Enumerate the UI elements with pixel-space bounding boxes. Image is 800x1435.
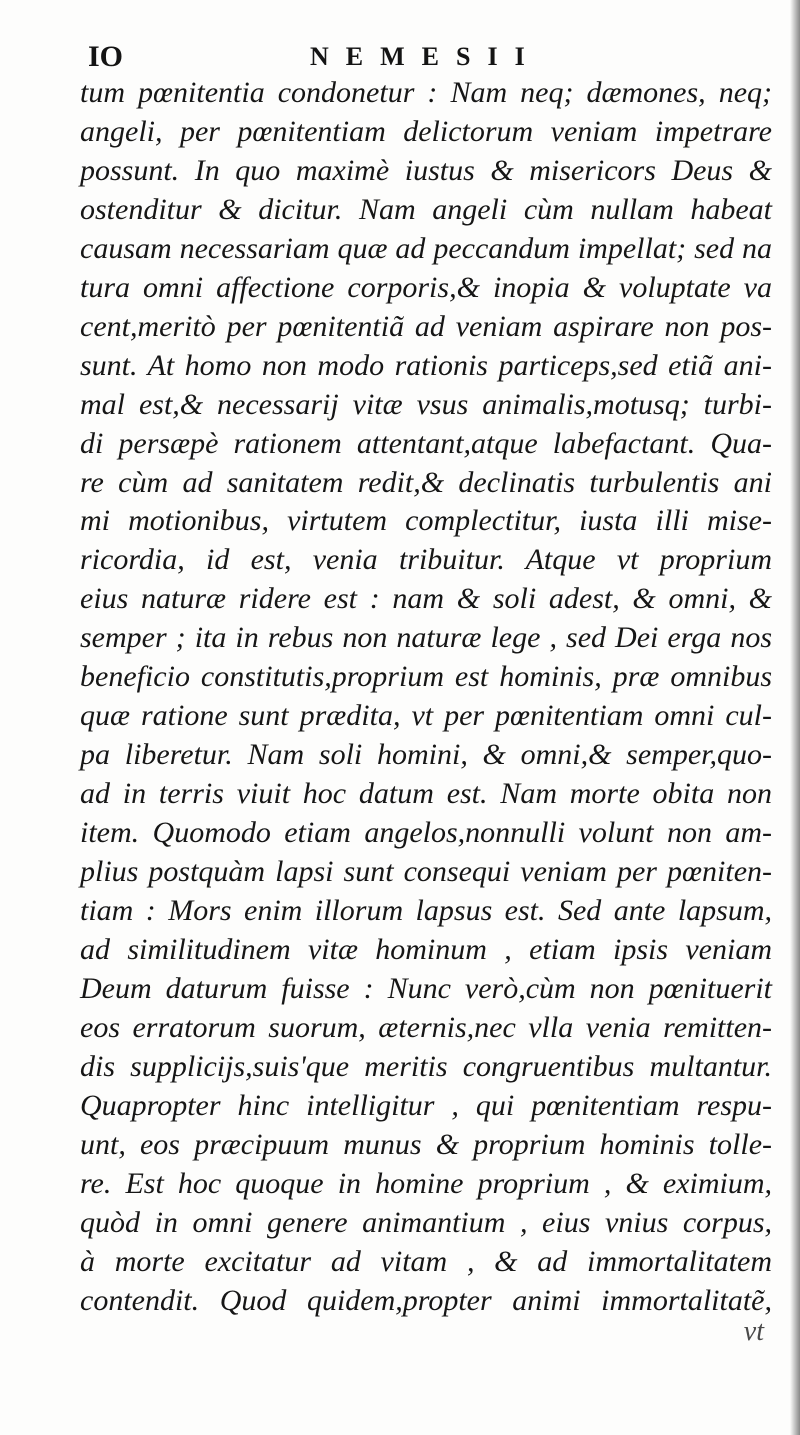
text-line: re cùm ad sanitatem redit,& declinatis turbulentis ani: [80, 465, 772, 499]
text-line: eos erratorum suorum, æternis,nec vlla venia remitten-: [80, 1010, 772, 1044]
text-line: eius naturæ ridere est : nam & soli adest, & omni, &: [80, 582, 772, 616]
text-line: unt, eos præcipuum munus & proprium hominis tolle-: [80, 1127, 772, 1161]
text-line: ricordia, id est, venia tribuitur. Atque vt proprium: [80, 543, 772, 577]
text-line: Deum daturum fuisse : Nunc verò,cùm non pœnituerit: [80, 971, 772, 1005]
text-line: contendit. Quod quidem,propter animi immortalitatẽ,: [80, 1283, 772, 1317]
text-line: tum pœnitentia condonetur : Nam neq; dæmones, neq;: [80, 76, 772, 109]
text-line: beneficio constitutis,proprium est hominis, præ omnibus: [80, 660, 772, 694]
text-line: pa liberetur. Nam soli homini, & omni,& semper,quo-: [80, 738, 772, 772]
text-line: ad in terris viuit hoc datum est. Nam morte obita non: [80, 777, 772, 811]
body-text: [80, 74, 772, 1321]
text-line: dis supplicijs,suis'que meritis congruentibus multantur.: [80, 1049, 772, 1083]
page-number: IO: [88, 40, 124, 73]
text-line: à morte excitatur ad vitam , & ad immortalitatem: [80, 1244, 772, 1278]
running-head: NEMESII: [310, 42, 542, 71]
text-line: angeli, per pœnitentiam delictorum veniam impetrare: [80, 114, 772, 148]
text-line: sunt. At homo non modo rationis particeps,sed etiã ani-: [80, 348, 772, 382]
text-line: cent,meritò per pœnitentiã ad veniam aspirare non pos-: [80, 309, 772, 343]
text-line: mi motionibus, virtutem complectitur, iusta illi mise-: [80, 504, 772, 538]
text-line: quæ ratione sunt prædita, vt per pœnitentiam omni cul-: [80, 699, 772, 733]
text-line: causam necessariam quæ ad peccandum impellat; sed na: [80, 231, 772, 265]
text-line: Quapropter hinc intelligitur , qui pœnitentiam respu-: [80, 1088, 772, 1122]
page-edge-shadow: [790, 0, 800, 1435]
text-line: tura omni affectione corporis,& inopia & voluptate va: [80, 270, 772, 304]
text-line: ostenditur & dicitur. Nam angeli cùm nullam habeat: [80, 192, 772, 226]
text-line: re. Est hoc quoque in homine proprium , & eximium,: [80, 1166, 772, 1200]
text-line: ad similitudinem vitæ hominum , etiam ipsis veniam: [80, 932, 772, 966]
text-line: di persæpè rationem attentant,atque labefactant. Qua-: [80, 426, 772, 460]
text-line: semper ; ita in rebus non naturæ lege , sed Dei erga nos: [80, 621, 772, 655]
text-line: mal est,& necessarij vitæ vsus animalis,motusq; turbi-: [80, 387, 772, 421]
text-line: plius postquàm lapsi sunt consequi veniam per pœniten-: [80, 855, 772, 889]
text-line: quòd in omni genere animantium , eius vnius corpus,: [80, 1205, 772, 1239]
text-line: item. Quomodo etiam angelos,nonnulli volunt non am-: [80, 816, 772, 850]
text-line: tiam : Mors enim illorum lapsus est. Sed ante lapsum,: [80, 894, 772, 928]
page-header: [88, 40, 558, 76]
catchword: vt: [743, 1316, 764, 1347]
text-line: possunt. In quo maximè iustus & misericors Deus &: [80, 153, 772, 187]
